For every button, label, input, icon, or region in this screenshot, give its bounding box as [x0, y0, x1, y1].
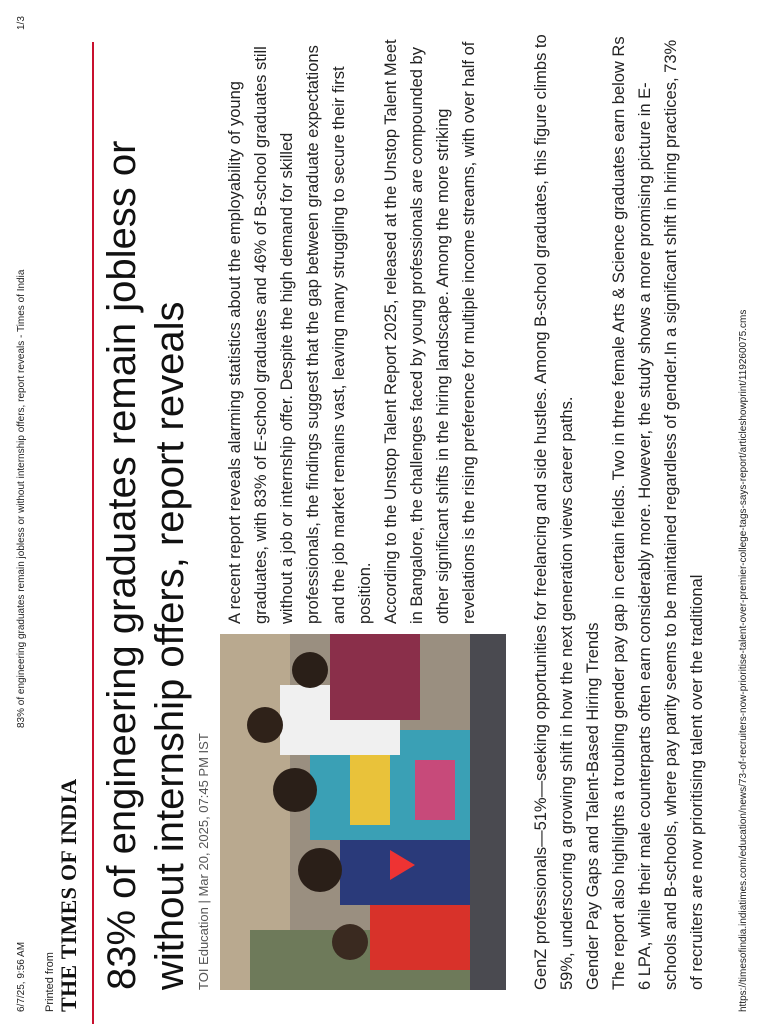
- section-subheading: Gender Pay Gaps and Talent-Based Hiring Trends: [584, 622, 602, 990]
- article-byline: TOI Education | Mar 20, 2025, 07:45 PM IST: [196, 733, 211, 990]
- article-body-right-column: [222, 34, 482, 624]
- red-divider: [92, 42, 94, 1024]
- print-header-title: 83% of engineering graduates remain jobless or without internship offers, report reveals - Times of India: [16, 269, 27, 728]
- article-headline: 83% of engineering graduates remain jobless or without internship offers, report reveals: [100, 140, 192, 990]
- printed-from-label: Printed from: [44, 952, 56, 1012]
- print-datetime: 6/7/25, 9:56 AM: [16, 941, 27, 1012]
- students-crowd-photo: [220, 634, 506, 990]
- footer-url: https://timesofindia.indiatimes.com/education/news/73-of-recruiters-now-prioritise-talent-over-premier-college-tags-says-report/articleshowprint/119260075.cms: [738, 309, 749, 1012]
- paragraph-2-continued: GenZ professionals—51%—seeking opportunities for freelancing and side hustles. Among B-school graduates, this figure climbs to 59%, underscoring a growing shift in how the next generation views career paths.: [532, 34, 576, 990]
- article-body-full-width: [528, 30, 710, 990]
- masthead-logo: THE TIMES OF INDIA: [56, 778, 81, 1012]
- article-photo: [220, 634, 506, 990]
- paragraph-3: The report also highlights a troubling gender pay gap in certain fields. Two in three female Arts & Science graduates earn below Rs 6 LPA, while their male counterparts often earn considerably more. However, the study shows a more promising picture in E-schools and B-schools, where pay parity seems to be maintained regardless of gender.In a significant shift in hiring practices, 73% of recruiters are now prioritising talent over the traditional: [610, 36, 706, 990]
- paragraph-2: According to the Unstop Talent Report 2025, released at the Unstop Talent Meet in Bangalore, the challenges faced by young professionals are compounded by other significant shifts in the hiring landscape. Among the more striking revelations is the rising preference for multiple income streams, with over half of: [382, 39, 478, 624]
- paragraph-1: A recent report reveals alarming statistics about the employability of young graduates, with 83% of E-school graduates and 46% of B-school graduates still without a job or internship offer. Despite the high demand for skilled professionals, the findings suggest that the gap between graduate expectations and the job market remains vast, leaving many struggling to secure their first position.: [226, 45, 374, 624]
- page-number: 1/3: [16, 16, 27, 30]
